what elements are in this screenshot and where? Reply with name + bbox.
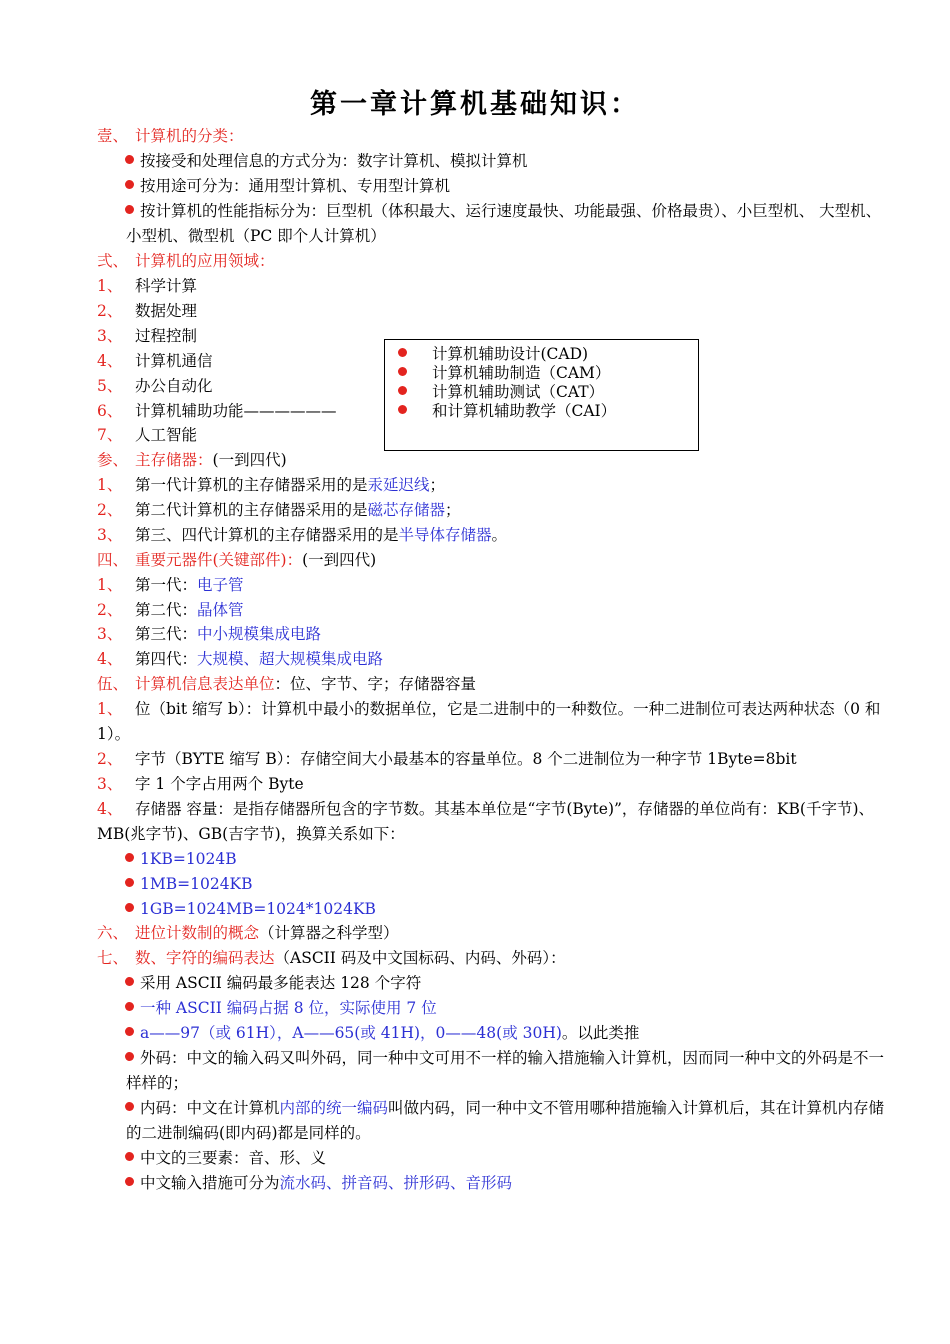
list-item: 7、 人工智能 bbox=[97, 426, 198, 444]
cad-callout-box bbox=[384, 339, 699, 451]
bullet-dot-icon bbox=[125, 878, 134, 887]
callout-item: 和计算机辅助教学（CAI） bbox=[398, 402, 698, 421]
list-item: 2、 字节（BYTE 缩写 B）：存储空间大小最基本的容量单位。8 个二进制位为一种字节 1Byte=8bit bbox=[97, 750, 797, 768]
bullet-item: 1GB=1024MB=1024*1024KB bbox=[97, 897, 887, 922]
bullet-item: 按计算机的性能指标分为：巨型机（体积最大、运行速度最快、功能最强、价格最贵）、小巨型机、 大型机、小型机、微型机（PC 即个人计算机） bbox=[126, 202, 882, 245]
list-item: 1、 位（bit 缩写 b）：计算机中最小的数据单位，它是二进制中的一种数位。一种二进制位可表达两种状态（0 和 1）。 bbox=[97, 700, 881, 743]
bullet-dot-icon bbox=[398, 367, 407, 376]
callout-item: 计算机辅助测试（CAT） bbox=[398, 383, 698, 402]
section-heading-encoding: 七、 数、字符的编码表达（ASCII 码及中文国标码、内码、外码）： bbox=[97, 949, 566, 967]
bullet-item: 外码：中文的输入码又叫外码，同一种中文可用不一样的输入措施输入计算机，因而同一种中文的外码是不一样样的； bbox=[126, 1049, 885, 1092]
bullet-dot-icon bbox=[125, 205, 134, 214]
section-heading-main-memory: 参、 主存储器：(一到四代) bbox=[97, 451, 287, 469]
section-heading-key-components: 四、 重要元器件(关键部件)：(一到四代) bbox=[97, 551, 377, 569]
section-title: 计算机的分类： bbox=[135, 127, 244, 145]
list-item: 1、 第一代计算机的主存储器采用的是汞延迟线； bbox=[97, 476, 446, 494]
section-number: 弍、 bbox=[97, 252, 129, 270]
list-item: 5、 办公自动化 bbox=[97, 377, 213, 395]
list-item: 3、 第三代：中小规模集成电路 bbox=[97, 625, 322, 643]
section-heading-info-units: 伍、 计算机信息表达单位：位、字节、字；存储器容量 bbox=[97, 675, 477, 693]
bullet-item: 中文的三要素：音、形、义 bbox=[97, 1146, 887, 1171]
list-item: 4、 第四代：大规模、超大规模集成电路 bbox=[97, 650, 384, 668]
bullet-item: 按用途可分为：通用型计算机、专用型计算机 bbox=[97, 174, 887, 199]
bullet-item: 1KB=1024B bbox=[97, 847, 887, 872]
bullet-item: 采用 ASCII 编码最多能表达 128 个字符 bbox=[97, 971, 887, 996]
section-number: 壹、 bbox=[97, 127, 129, 145]
bullet-dot-icon bbox=[125, 180, 134, 189]
bullet-dot-icon bbox=[398, 405, 407, 414]
list-item: 6、 计算机辅助功能—————— bbox=[97, 402, 337, 420]
list-item: 2、 第二代计算机的主存储器采用的是磁芯存储器； bbox=[97, 501, 461, 519]
bullet-dot-icon bbox=[398, 386, 407, 395]
bullet-dot-icon bbox=[125, 1052, 134, 1061]
section-heading-number-systems: 六、 进位计数制的概念（计算器之科学型） bbox=[97, 924, 399, 942]
bullet-dot-icon bbox=[125, 1177, 134, 1186]
bullet-item: 中文输入措施可分为流水码、拼音码、拼形码、音形码 bbox=[97, 1171, 887, 1196]
bullet-item: 内码：中文在计算机内部的统一编码叫做内码，同一种中文不管用哪种措施输入计算机后，其在计算机内存储的二进制编码(即内码)都是同样的。 bbox=[126, 1099, 885, 1142]
bullet-dot-icon bbox=[125, 903, 134, 912]
list-item: 1、 科学计算 bbox=[97, 277, 198, 295]
section-heading-applications bbox=[97, 249, 887, 274]
bullet-dot-icon bbox=[398, 348, 407, 357]
callout-item: 计算机辅助设计(CAD) bbox=[398, 345, 698, 364]
list-item: 3、 过程控制 bbox=[97, 327, 198, 345]
bullet-dot-icon bbox=[125, 1002, 134, 1011]
bullet-item: 按接受和处理信息的方式分为：数字计算机、模拟计算机 bbox=[97, 149, 887, 174]
list-item: 4、 存储器 容量：是指存储器所包含的字节数。其基本单位是“字节(Byte)”，存储器的单位尚有：KB(千字节)、MB(兆字节)、GB(吉字节)，换算关系如下： bbox=[97, 800, 874, 843]
callout-item: 计算机辅助制造（CAM） bbox=[398, 364, 698, 383]
bullet-dot-icon bbox=[125, 1102, 134, 1111]
bullet-dot-icon bbox=[125, 155, 134, 164]
list-item: 2、 第二代：晶体管 bbox=[97, 601, 244, 619]
list-item: 1、 第一代：电子管 bbox=[97, 576, 244, 594]
section-title: 计算机的应用领域： bbox=[135, 252, 275, 270]
section-heading-classification bbox=[97, 124, 887, 149]
list-item: 2、 数据处理 bbox=[97, 302, 198, 320]
bullet-item: a——97（或 61H），A——65(或 41H)，0——48(或 30H)。以此类推 bbox=[97, 1021, 887, 1046]
bullet-item: 1MB=1024KB bbox=[97, 872, 887, 897]
list-item: 3、 字 1 个字占用两个 Byte bbox=[97, 775, 304, 793]
list-item: 3、 第三、四代计算机的主存储器采用的是半导体存储器。 bbox=[97, 526, 508, 544]
bullet-dot-icon bbox=[125, 1152, 134, 1161]
bullet-dot-icon bbox=[125, 853, 134, 862]
bullet-dot-icon bbox=[125, 1027, 134, 1036]
list-item: 4、 计算机通信 bbox=[97, 352, 213, 370]
page-title: 第一章计算机基础知识： bbox=[310, 89, 640, 120]
bullet-dot-icon bbox=[125, 977, 134, 986]
bullet-item: 一种 ASCII 编码占据 8 位，实际使用 7 位 bbox=[97, 996, 887, 1021]
